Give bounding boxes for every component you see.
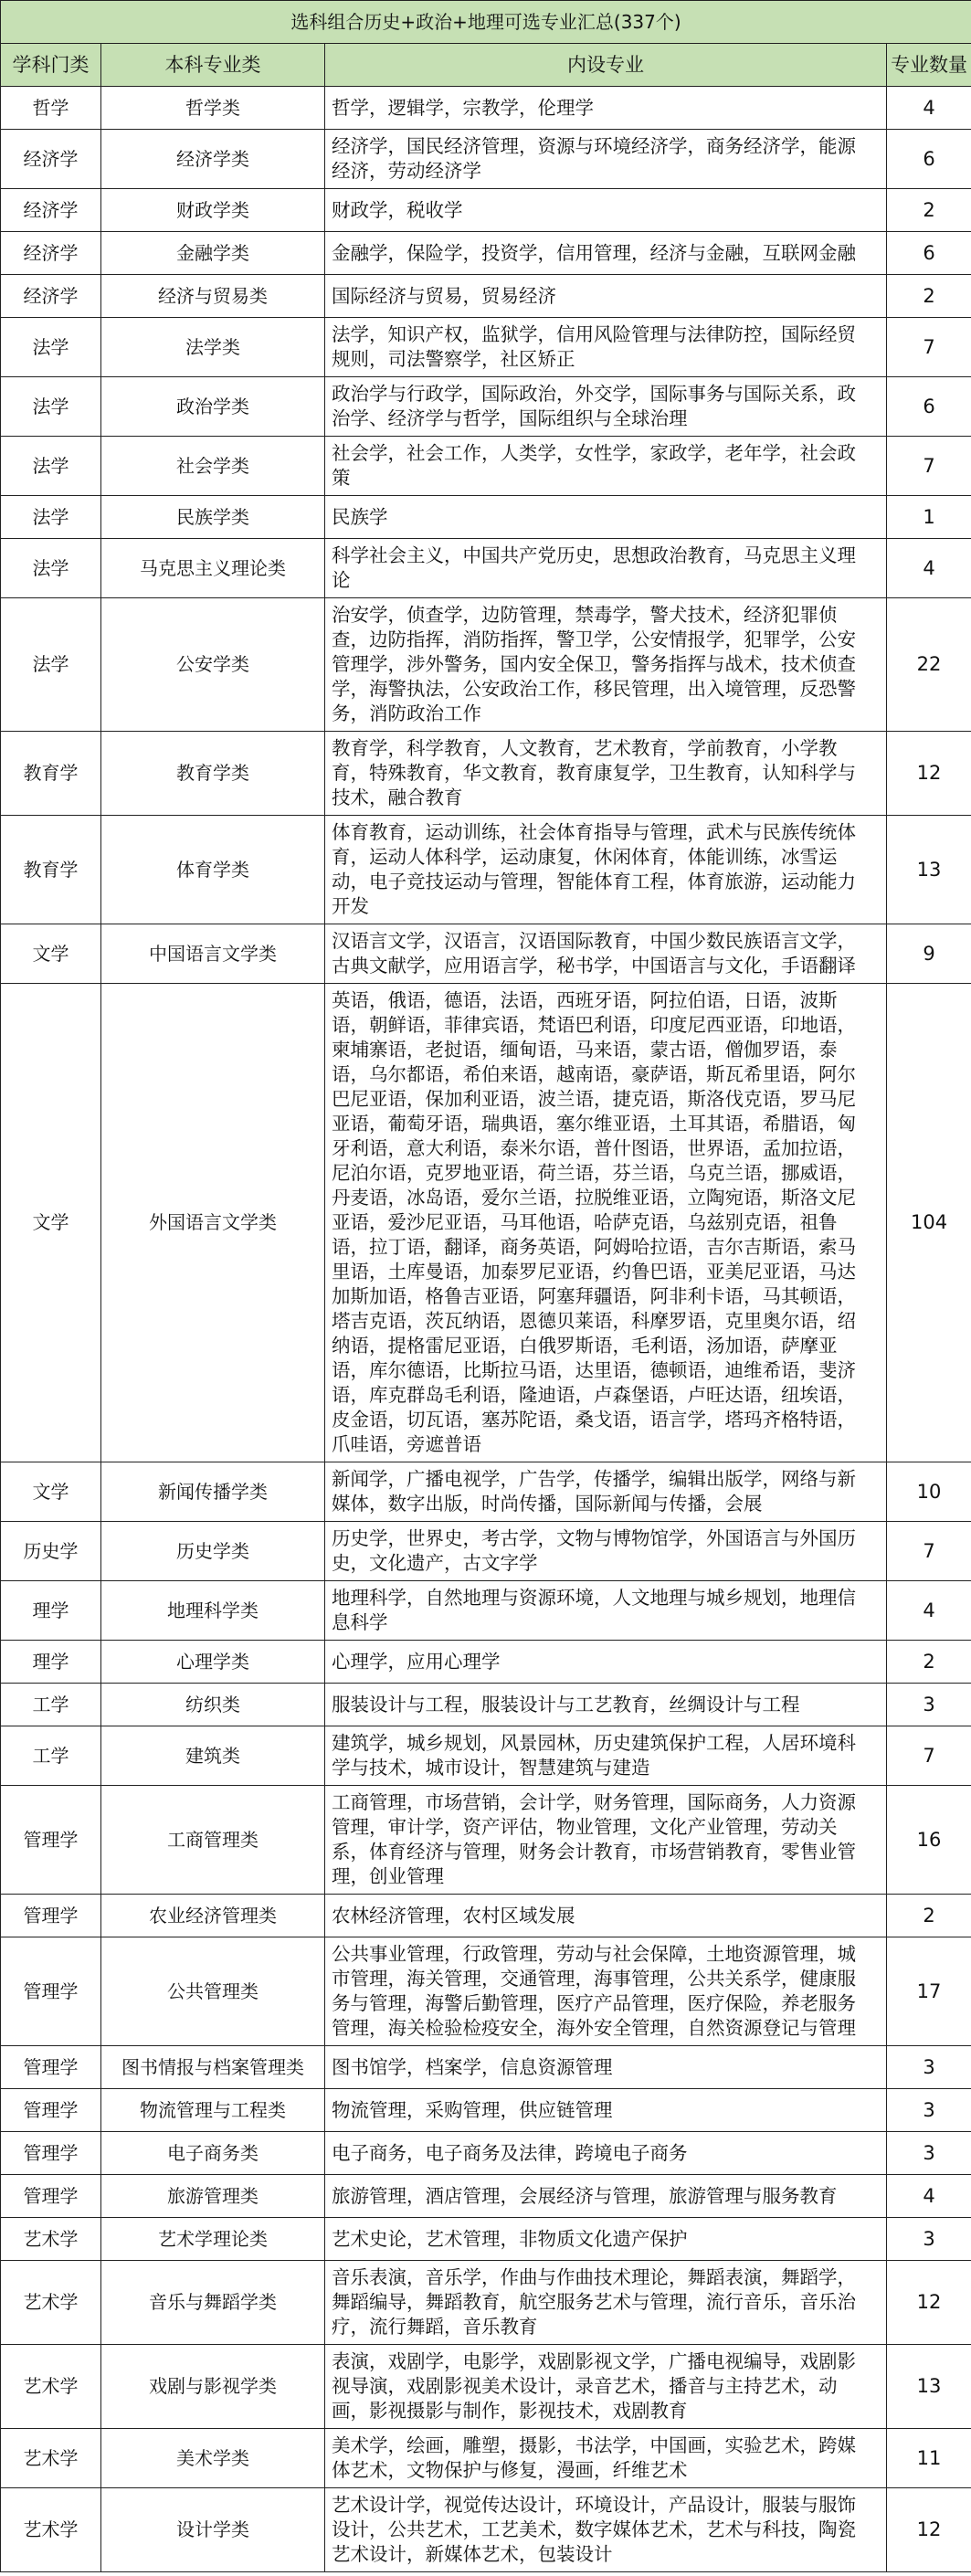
table-row [1, 2261, 971, 2345]
majors-cell [325, 816, 887, 924]
category-cell: 经济学 [1, 130, 101, 189]
count-cell: 3 [887, 2046, 971, 2089]
table-row [1, 984, 971, 1462]
majors-cell [325, 1726, 887, 1786]
majors-text: 金融学，保险学，投资学，信用管理，经济与金融，互联网金融 [332, 241, 856, 264]
majors-text: 民族学 [332, 505, 388, 528]
category-cell: 教育学 [1, 816, 101, 924]
majors-cell [325, 924, 887, 984]
header-count: 专业数量 [887, 44, 971, 87]
class-cell: 民族学类 [101, 496, 325, 539]
majors-text: 英语，俄语，德语，法语，西班牙语，阿拉伯语，日语，波斯语，朝鲜语，菲律宾语，梵语巴利语，印度尼西亚语，印地语，柬埔寨语，老挝语，缅甸语，马来语，蒙古语，僧伽罗语，泰语，乌尔都语，希伯来语，越南语，豪萨语，斯瓦希里语，阿尔巴尼亚语，保加利亚语，波兰语，捷克语，斯洛伐克语，罗马尼亚语，葡萄牙语，瑞典语，塞尔维亚语，土耳其语，希腊语，匈牙利语，意大利语，泰米尔语，普什图语，世界语，孟加拉语，尼泊尔语，克罗地亚语，荷兰语，芬兰语，乌克兰语，挪威语，丹麦语，冰岛语，爱尔兰语，拉脱维亚语，立陶宛语，斯洛文尼亚语，爱沙尼亚语，马耳他语，哈萨克语，乌兹别克语，祖鲁语，拉丁语，翻译，商务英语，阿姆哈拉语，吉尔吉斯语，索马里语，土库曼语，加泰罗尼亚语，约鲁巴语，亚美尼亚语，马达加斯加语，格鲁吉亚语，阿塞拜疆语，阿非利卡语，马其顿语，塔吉克语，茨瓦纳语，恩德贝莱语，科摩罗语，克里奥尔语，绍纳语，提格雷尼亚语，白俄罗斯语，毛利语，汤加语，萨摩亚语，库尔德语，比斯拉马语，达里语，德顿语，迪维希语，斐济语，库克群岛毛利语，隆迪语，卢森堡语，卢旺达语，纽埃语，皮金语，切瓦语，塞苏陀语，桑戈语，语言学，塔玛齐格特语，爪哇语，旁遮普语 [332, 989, 856, 1455]
table-row [1, 2429, 971, 2488]
category-cell: 艺术学 [1, 2261, 101, 2345]
category-cell: 法学 [1, 437, 101, 496]
category-cell: 管理学 [1, 1786, 101, 1895]
table-row [1, 924, 971, 984]
majors-text: 新闻学，广播电视学，广告学，传播学，编辑出版学，网络与新媒体，数字出版，时尚传播，国际新闻与传播，会展 [332, 1468, 856, 1515]
majors-cell [325, 87, 887, 130]
count-cell: 12 [887, 2488, 971, 2572]
category-cell: 艺术学 [1, 2488, 101, 2572]
majors-cell [325, 2345, 887, 2429]
category-cell: 法学 [1, 377, 101, 437]
majors-cell [325, 496, 887, 539]
header-majors: 内设专业 [325, 44, 887, 87]
class-cell: 新闻传播学类 [101, 1462, 325, 1522]
count-cell: 12 [887, 732, 971, 816]
majors-text: 法学，知识产权，监狱学，信用风险管理与法律防控，国际经贸规则，司法警察学，社区矫正 [332, 323, 856, 370]
category-cell: 工学 [1, 1684, 101, 1726]
majors-cell [325, 984, 887, 1462]
class-cell: 电子商务类 [101, 2132, 325, 2175]
majors-cell [325, 232, 887, 275]
count-cell: 2 [887, 275, 971, 318]
class-cell: 农业经济管理类 [101, 1895, 325, 1937]
count-cell: 11 [887, 2429, 971, 2488]
majors-text: 物流管理，采购管理，供应链管理 [332, 2098, 613, 2121]
count-cell: 7 [887, 318, 971, 377]
majors-cell [325, 130, 887, 189]
count-cell: 2 [887, 1895, 971, 1937]
majors-text: 图书馆学，档案学，信息资源管理 [332, 2055, 613, 2078]
table-row [1, 130, 971, 189]
count-cell: 9 [887, 924, 971, 984]
class-cell: 建筑类 [101, 1726, 325, 1786]
class-cell: 经济与贸易类 [101, 275, 325, 318]
majors-cell [325, 2046, 887, 2089]
table-row [1, 232, 971, 275]
count-cell: 17 [887, 1937, 971, 2046]
majors-cell [325, 1937, 887, 2046]
count-cell: 7 [887, 1522, 971, 1581]
class-cell: 美术学类 [101, 2429, 325, 2488]
class-cell: 艺术学理论类 [101, 2218, 325, 2261]
table-row [1, 1641, 971, 1684]
majors-text: 治安学，侦查学，边防管理，禁毒学，警犬技术，经济犯罪侦查，边防指挥，消防指挥，警卫学，公安情报学，犯罪学，公安管理学，涉外警务，国内安全保卫，警务指挥与战术，技术侦查学，海警执法，公安政治工作，移民管理，出入境管理，反恐警务，消防政治工作 [332, 604, 856, 724]
class-cell: 金融学类 [101, 232, 325, 275]
table-row [1, 732, 971, 816]
count-cell: 4 [887, 2175, 971, 2218]
header-row [1, 44, 971, 87]
category-cell: 经济学 [1, 189, 101, 232]
class-cell: 历史学类 [101, 1522, 325, 1581]
count-cell: 7 [887, 1726, 971, 1786]
count-cell: 16 [887, 1786, 971, 1895]
majors-cell [325, 318, 887, 377]
table-row [1, 2089, 971, 2132]
category-cell: 文学 [1, 924, 101, 984]
class-cell: 纺织类 [101, 1684, 325, 1726]
majors-cell [325, 2175, 887, 2218]
count-cell: 6 [887, 377, 971, 437]
category-cell: 经济学 [1, 275, 101, 318]
majors-text: 经济学，国民经济管理，资源与环境经济学，商务经济学，能源经济，劳动经济学 [332, 135, 856, 182]
table-row [1, 87, 971, 130]
class-cell: 中国语言文学类 [101, 924, 325, 984]
class-cell: 工商管理类 [101, 1786, 325, 1895]
category-cell: 教育学 [1, 732, 101, 816]
majors-text: 哲学，逻辑学，宗教学，伦理学 [332, 96, 594, 119]
category-cell: 法学 [1, 318, 101, 377]
table-row [1, 598, 971, 732]
count-cell: 10 [887, 1462, 971, 1522]
count-cell: 12 [887, 2261, 971, 2345]
count-cell: 3 [887, 2218, 971, 2261]
category-cell: 法学 [1, 598, 101, 732]
table-row [1, 539, 971, 598]
header-class: 本科专业类 [101, 44, 325, 87]
table-row [1, 2046, 971, 2089]
class-cell: 财政学类 [101, 189, 325, 232]
class-cell: 戏剧与影视学类 [101, 2345, 325, 2429]
table-row [1, 1937, 971, 2046]
majors-cell [325, 1581, 887, 1641]
table-row [1, 496, 971, 539]
count-cell: 13 [887, 2345, 971, 2429]
class-cell: 马克思主义理论类 [101, 539, 325, 598]
class-cell: 音乐与舞蹈学类 [101, 2261, 325, 2345]
count-cell: 3 [887, 2132, 971, 2175]
majors-text: 汉语言文学，汉语言，汉语国际教育，中国少数民族语言文学，古典文献学，应用语言学，秘书学，中国语言与文化，手语翻译 [332, 930, 856, 977]
category-cell: 工学 [1, 1726, 101, 1786]
majors-text: 美术学，绘画，雕塑，摄影，书法学，中国画，实验艺术，跨媒体艺术，文物保护与修复，漫画，纤维艺术 [332, 2434, 856, 2481]
class-cell: 地理科学类 [101, 1581, 325, 1641]
majors-text: 服装设计与工程，服装设计与工艺教育，丝绸设计与工程 [332, 1693, 800, 1716]
table-row [1, 816, 971, 924]
majors-text: 政治学与行政学，国际政治，外交学，国际事务与国际关系，政治学、经济学与哲学，国际组织与全球治理 [332, 383, 856, 429]
majors-text: 体育教育，运动训练，社会体育指导与管理，武术与民族传统体育，运动人体科学，运动康复，休闲体育，体能训练，冰雪运动，电子竞技运动与管理，智能体育工程，体育旅游，运动能力开发 [332, 821, 856, 917]
majors-text: 科学社会主义，中国共产党历史，思想政治教育，马克思主义理论 [332, 544, 856, 591]
majors-cell [325, 2261, 887, 2345]
table-row [1, 2175, 971, 2218]
class-cell: 图书情报与档案管理类 [101, 2046, 325, 2089]
class-cell: 社会学类 [101, 437, 325, 496]
class-cell: 教育学类 [101, 732, 325, 816]
count-cell: 104 [887, 984, 971, 1462]
majors-cell [325, 377, 887, 437]
majors-cell [325, 2132, 887, 2175]
majors-text: 公共事业管理，行政管理，劳动与社会保障，土地资源管理，城市管理，海关管理，交通管理，海事管理，公共关系学，健康服务与管理，海警后勤管理，医疗产品管理，医疗保险，养老服务管理，海关检验检疫安全，海外安全管理，自然资源登记与管理 [332, 1943, 856, 2039]
majors-cell [325, 2488, 887, 2572]
majors-cell [325, 539, 887, 598]
class-cell: 体育学类 [101, 816, 325, 924]
class-cell: 物流管理与工程类 [101, 2089, 325, 2132]
majors-text: 教育学，科学教育，人文教育，艺术教育，学前教育，小学教育，特殊教育，华文教育，教育康复学，卫生教育，认知科学与技术，融合教育 [332, 737, 856, 808]
category-cell: 管理学 [1, 2175, 101, 2218]
count-cell: 3 [887, 2089, 971, 2132]
category-cell: 哲学 [1, 87, 101, 130]
category-cell: 管理学 [1, 2046, 101, 2089]
majors-cell [325, 1684, 887, 1726]
majors-cell [325, 275, 887, 318]
majors-cell [325, 1895, 887, 1937]
majors-cell [325, 2089, 887, 2132]
majors-text: 音乐表演，音乐学，作曲与作曲技术理论，舞蹈表演，舞蹈学，舞蹈编导，舞蹈教育，航空服务艺术与管理，流行音乐，音乐治疗，流行舞蹈，音乐教育 [332, 2266, 856, 2338]
table-row [1, 1786, 971, 1895]
table-row [1, 1726, 971, 1786]
table-row [1, 2132, 971, 2175]
majors-cell [325, 2218, 887, 2261]
majors-cell [325, 2429, 887, 2488]
majors-text: 历史学，世界史，考古学，文物与博物馆学，外国语言与外国历史，文化遗产，古文字学 [332, 1527, 856, 1574]
table-row [1, 1895, 971, 1937]
count-cell: 7 [887, 437, 971, 496]
header-category: 学科门类 [1, 44, 101, 87]
class-cell: 公安学类 [101, 598, 325, 732]
category-cell: 管理学 [1, 2089, 101, 2132]
table-row [1, 2218, 971, 2261]
majors-cell [325, 732, 887, 816]
count-cell: 4 [887, 1581, 971, 1641]
category-cell: 管理学 [1, 1895, 101, 1937]
class-cell: 旅游管理类 [101, 2175, 325, 2218]
class-cell: 公共管理类 [101, 1937, 325, 2046]
majors-text: 心理学，应用心理学 [332, 1650, 501, 1673]
table-title-row [1, 1, 971, 44]
table-row [1, 1581, 971, 1641]
class-cell: 设计学类 [101, 2488, 325, 2572]
class-cell: 外国语言文学类 [101, 984, 325, 1462]
table-row [1, 189, 971, 232]
category-cell: 管理学 [1, 1937, 101, 2046]
count-cell: 2 [887, 189, 971, 232]
majors-cell [325, 437, 887, 496]
category-cell: 经济学 [1, 232, 101, 275]
majors-cell [325, 1522, 887, 1581]
table-row [1, 2345, 971, 2429]
category-cell: 艺术学 [1, 2218, 101, 2261]
majors-text: 国际经济与贸易，贸易经济 [332, 284, 556, 307]
category-cell: 管理学 [1, 2132, 101, 2175]
majors-text: 社会学，社会工作，人类学，女性学，家政学，老年学，社会政策 [332, 442, 856, 489]
majors-text: 地理科学，自然地理与资源环境，人文地理与城乡规划，地理信息科学 [332, 1587, 856, 1633]
category-cell: 法学 [1, 539, 101, 598]
count-cell: 1 [887, 496, 971, 539]
table-row [1, 1462, 971, 1522]
class-cell: 心理学类 [101, 1641, 325, 1684]
category-cell: 理学 [1, 1581, 101, 1641]
majors-cell [325, 1786, 887, 1895]
class-cell: 经济学类 [101, 130, 325, 189]
table-row [1, 1522, 971, 1581]
majors-text: 艺术设计学，视觉传达设计，环境设计，产品设计，服装与服饰设计，公共艺术，工艺美术，数字媒体艺术，艺术与科技，陶瓷艺术设计，新媒体艺术，包装设计 [332, 2494, 856, 2565]
table-row [1, 275, 971, 318]
count-cell: 6 [887, 130, 971, 189]
majors-cell [325, 1641, 887, 1684]
majors-text: 艺术史论，艺术管理，非物质文化遗产保护 [332, 2227, 688, 2250]
count-cell: 2 [887, 1641, 971, 1684]
class-cell: 哲学类 [101, 87, 325, 130]
majors-cell [325, 189, 887, 232]
category-cell: 历史学 [1, 1522, 101, 1581]
count-cell: 4 [887, 87, 971, 130]
majors-text: 建筑学，城乡规划，风景园林，历史建筑保护工程，人居环境科学与技术，城市设计，智慧建筑与建造 [332, 1732, 856, 1779]
category-cell: 理学 [1, 1641, 101, 1684]
majors-text: 工商管理，市场营销，会计学，财务管理，国际商务，人力资源管理，审计学，资产评估，物业管理，文化产业管理，劳动关系，体育经济与管理，财务会计教育，市场营销教育，零售业管理，创业管理 [332, 1791, 856, 1887]
count-cell: 13 [887, 816, 971, 924]
count-cell: 6 [887, 232, 971, 275]
category-cell: 文学 [1, 984, 101, 1462]
table-row [1, 1684, 971, 1726]
majors-text: 表演，戏剧学，电影学，戏剧影视文学，广播电视编导，戏剧影视导演，戏剧影视美术设计，录音艺术，播音与主持艺术，动画，影视摄影与制作，影视技术，戏剧教育 [332, 2350, 856, 2422]
majors-cell [325, 598, 887, 732]
table-row [1, 318, 971, 377]
class-cell: 政治学类 [101, 377, 325, 437]
table-row [1, 377, 971, 437]
count-cell: 4 [887, 539, 971, 598]
category-cell: 艺术学 [1, 2429, 101, 2488]
majors-text: 电子商务，电子商务及法律，跨境电子商务 [332, 2141, 688, 2164]
class-cell: 法学类 [101, 318, 325, 377]
count-cell: 22 [887, 598, 971, 732]
category-cell: 法学 [1, 496, 101, 539]
category-cell: 艺术学 [1, 2345, 101, 2429]
count-cell: 3 [887, 1684, 971, 1726]
majors-text: 旅游管理，酒店管理，会展经济与管理，旅游管理与服务教育 [332, 2184, 838, 2207]
majors-text: 财政学，税收学 [332, 198, 463, 221]
majors-text: 农林经济管理，农村区域发展 [332, 1904, 575, 1927]
table-row [1, 437, 971, 496]
table-row [1, 2488, 971, 2572]
table-title: 选科组合历史+政治+地理可选专业汇总(337个) [1, 1, 971, 44]
category-cell: 文学 [1, 1462, 101, 1522]
table-body [1, 87, 971, 2572]
majors-cell [325, 1462, 887, 1522]
